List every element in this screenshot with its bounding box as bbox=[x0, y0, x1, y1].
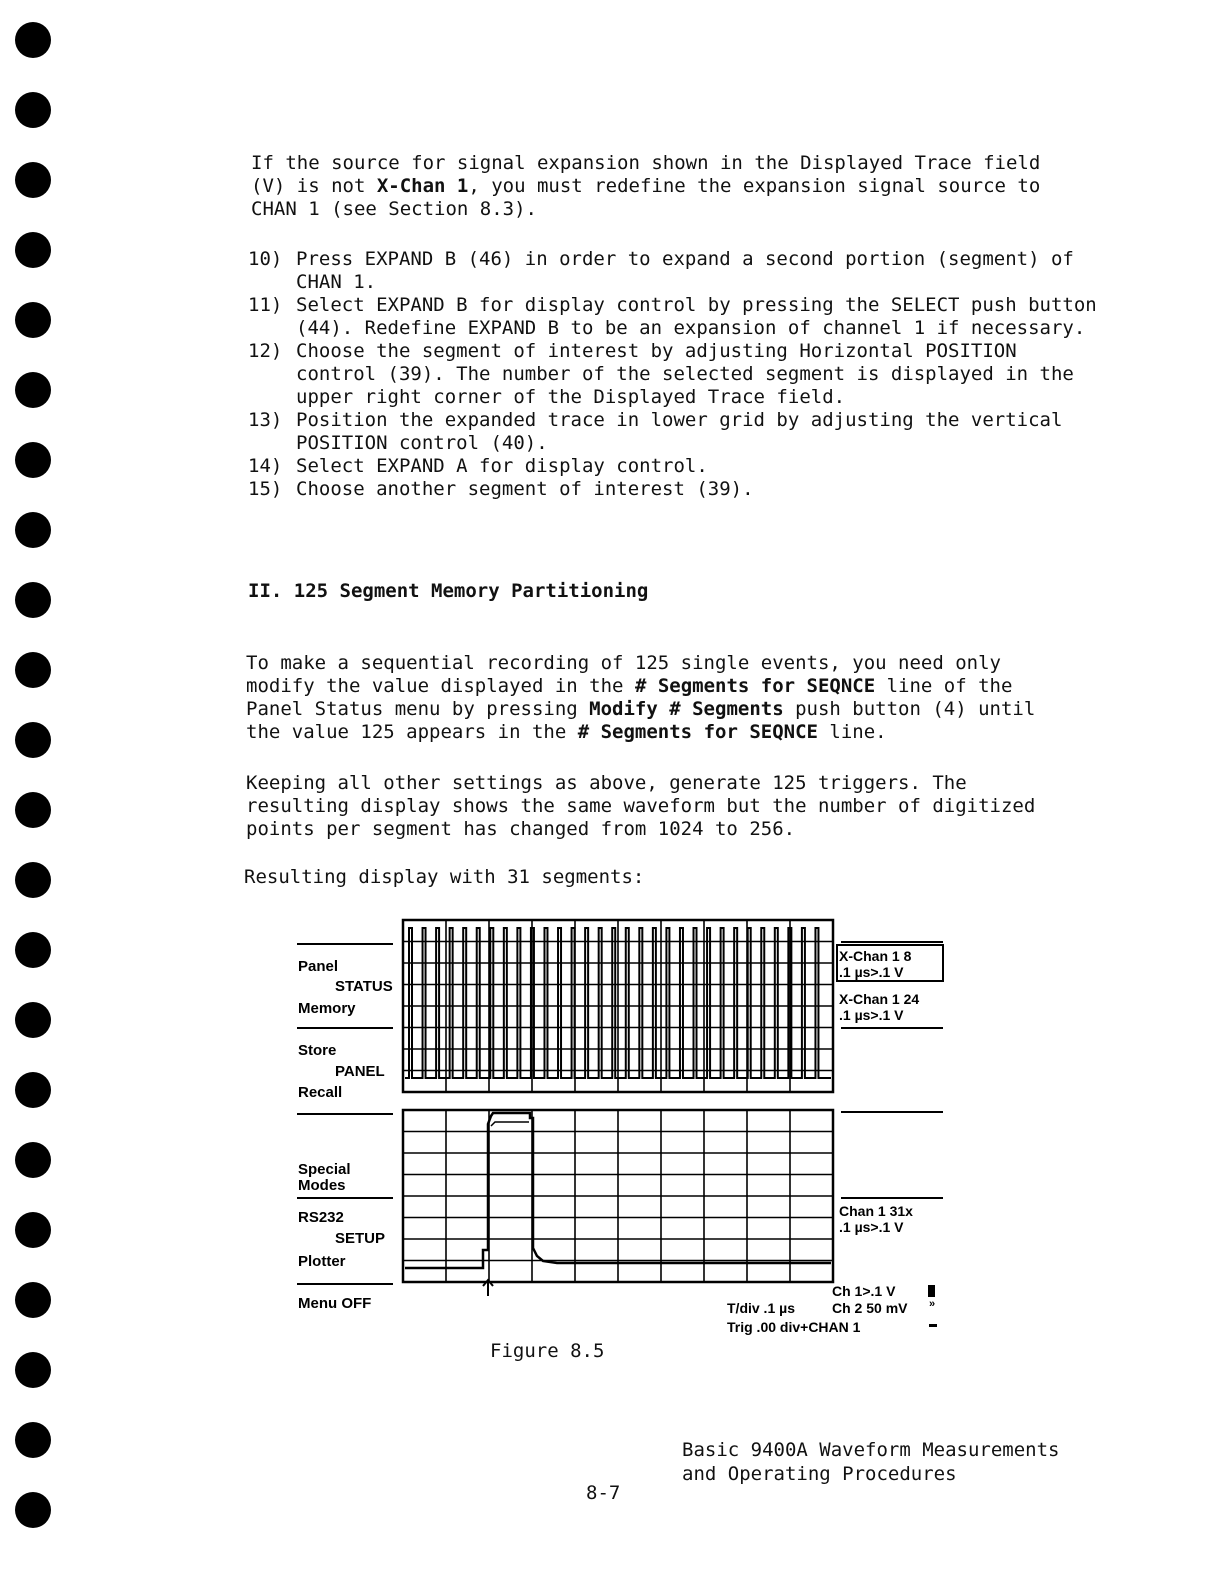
page-footer bbox=[682, 1438, 1060, 1486]
status-trigger: Trig .00 div+CHAN 1 bbox=[727, 1319, 861, 1335]
step-number: 10) bbox=[248, 248, 283, 270]
menu-panel-label[interactable]: Panel bbox=[298, 958, 339, 975]
upper-grid bbox=[403, 920, 833, 1092]
binder-hole bbox=[15, 232, 51, 268]
step-number: 11) bbox=[248, 294, 283, 316]
binder-hole bbox=[15, 862, 51, 898]
intro-line: If the source for signal expansion shown in the Displayed Trace field bbox=[251, 152, 1041, 174]
step-item bbox=[248, 248, 1108, 294]
para-line: Keeping all other settings as above, generate 125 triggers. The bbox=[246, 772, 967, 794]
status-tdiv: T/div .1 µs bbox=[727, 1300, 795, 1316]
scope-display bbox=[295, 918, 955, 1348]
menu-special-label[interactable]: Special bbox=[298, 1161, 351, 1178]
binder-hole bbox=[15, 442, 51, 478]
step-item bbox=[248, 455, 1108, 478]
step-text: Select EXPAND A for display control. bbox=[296, 455, 708, 477]
para-line: resulting display shows the same waveform but the number of digitized bbox=[246, 795, 1036, 817]
binder-hole bbox=[15, 92, 51, 128]
step-number: 15) bbox=[248, 478, 283, 500]
bold-run: # Segments for SEQNCE bbox=[634, 675, 876, 697]
binder-hole bbox=[15, 162, 51, 198]
para-line: points per segment has changed from 1024 to 256. bbox=[246, 818, 796, 840]
step-list bbox=[248, 248, 1108, 501]
binder-hole bbox=[15, 582, 51, 618]
menu-recall-label[interactable]: Recall bbox=[298, 1084, 343, 1101]
intro-line bbox=[251, 175, 1111, 198]
binder-hole bbox=[15, 1492, 51, 1528]
menu-panel2-label[interactable]: PANEL bbox=[335, 1063, 385, 1080]
binder-hole bbox=[15, 302, 51, 338]
step-number: 12) bbox=[248, 340, 283, 362]
figure-lead-in: Resulting display with 31 segments: bbox=[244, 866, 645, 888]
page-number: 8-7 bbox=[586, 1482, 621, 1504]
binder-hole bbox=[15, 792, 51, 828]
expanded-pulse-overshoot bbox=[491, 1122, 529, 1126]
step-text: Position the expanded trace in lower grid by adjusting the vertical POSITION control (40). bbox=[296, 409, 1063, 454]
intro-paragraph bbox=[251, 152, 1111, 221]
menu-store-label[interactable]: Store bbox=[298, 1042, 337, 1059]
trace2-name: X-Chan 1 24 bbox=[839, 991, 920, 1007]
bandwidth-limit-icon: » bbox=[929, 1298, 936, 1310]
paragraph-125-segments bbox=[246, 652, 1106, 744]
step-text: Choose the segment of interest by adjusting Horizontal POSITION control (39). The number of the selected segment is displayed in the upper right corner of the Displayed Trace field. bbox=[296, 340, 1074, 408]
binder-hole bbox=[15, 1352, 51, 1388]
oscilloscope-screen-figure bbox=[295, 918, 955, 1348]
text-run: line. bbox=[817, 721, 887, 743]
coupling-icon bbox=[928, 1285, 935, 1297]
trace3-name: Chan 1 31x bbox=[839, 1203, 913, 1219]
step-item bbox=[248, 340, 1108, 409]
menu-memory-label[interactable]: Memory bbox=[298, 1000, 356, 1017]
bold-run: X-Chan 1 bbox=[376, 175, 469, 197]
binder-hole bbox=[15, 1002, 51, 1038]
step-text: Select EXPAND B for display control by pressing the SELECT push button (44). Redefine EXPAND B to be an expansion of channel 1 if necessary. bbox=[296, 294, 1097, 339]
binder-hole bbox=[15, 722, 51, 758]
text-run: (V) is not bbox=[251, 175, 377, 197]
menu-setup-label[interactable]: SETUP bbox=[335, 1230, 386, 1247]
text-run: , you must redefine the expansion signal source to bbox=[468, 175, 1041, 197]
text-run: the value 125 appears in the bbox=[246, 721, 578, 743]
trace2-scale: .1 µs>.1 V bbox=[839, 1007, 904, 1023]
binder-hole bbox=[15, 1142, 51, 1178]
trace1-name: X-Chan 1 8 bbox=[839, 948, 912, 964]
binder-hole bbox=[15, 1282, 51, 1318]
binder-hole bbox=[15, 652, 51, 688]
bold-run: # Segments for SEQNCE bbox=[577, 721, 818, 743]
binder-hole bbox=[15, 512, 51, 548]
binder-hole bbox=[15, 372, 51, 408]
menu-plotter-label[interactable]: Plotter bbox=[298, 1253, 346, 1270]
step-item bbox=[248, 409, 1108, 455]
intro-line: CHAN 1 (see Section 8.3). bbox=[251, 198, 537, 220]
figure-caption: Figure 8.5 bbox=[490, 1340, 605, 1362]
para-line: To make a sequential recording of 125 single events, you need only bbox=[246, 652, 1001, 674]
binder-hole bbox=[15, 1212, 51, 1248]
trace3-scale: .1 µs>.1 V bbox=[839, 1219, 904, 1235]
binder-hole bbox=[15, 1072, 51, 1108]
menu-off-label[interactable]: Menu OFF bbox=[298, 1295, 372, 1312]
status-ch2: Ch 2 50 mV bbox=[832, 1300, 908, 1316]
paragraph-triggers bbox=[246, 772, 1106, 841]
binder-hole bbox=[15, 1422, 51, 1458]
menu-rs232-label[interactable]: RS232 bbox=[298, 1209, 344, 1226]
binder-hole bbox=[15, 22, 51, 58]
section-heading: II. 125 Segment Memory Partitioning bbox=[248, 580, 649, 602]
step-text: Press EXPAND B (46) in order to expand a second portion (segment) of CHAN 1. bbox=[296, 248, 1074, 293]
lower-grid bbox=[403, 1110, 833, 1282]
step-number: 14) bbox=[248, 455, 283, 477]
binder-hole bbox=[15, 932, 51, 968]
trace1-scale: .1 µs>.1 V bbox=[839, 964, 904, 980]
footer-line: and Operating Procedures bbox=[682, 1463, 957, 1485]
para-line bbox=[246, 675, 1106, 698]
menu-status-label[interactable]: STATUS bbox=[335, 978, 393, 995]
trigger-slope-icon bbox=[929, 1324, 937, 1327]
bold-run: Modify # Segments bbox=[589, 698, 784, 720]
text-run: line of the bbox=[875, 675, 1013, 697]
step-text: Choose another segment of interest (39). bbox=[296, 478, 754, 500]
menu-modes-label[interactable]: Modes bbox=[298, 1177, 346, 1194]
binder-holes bbox=[0, 0, 70, 1576]
text-run: push button (4) until bbox=[783, 698, 1036, 720]
step-number: 13) bbox=[248, 409, 283, 431]
status-ch1: Ch 1>.1 V bbox=[832, 1283, 896, 1299]
para-line bbox=[246, 698, 1106, 721]
text-run: modify the value displayed in the bbox=[246, 675, 635, 697]
text-run: Panel Status menu by pressing bbox=[246, 698, 590, 720]
step-item bbox=[248, 294, 1108, 340]
step-item bbox=[248, 478, 1108, 501]
para-line bbox=[246, 721, 1106, 744]
footer-line: Basic 9400A Waveform Measurements bbox=[682, 1439, 1060, 1461]
